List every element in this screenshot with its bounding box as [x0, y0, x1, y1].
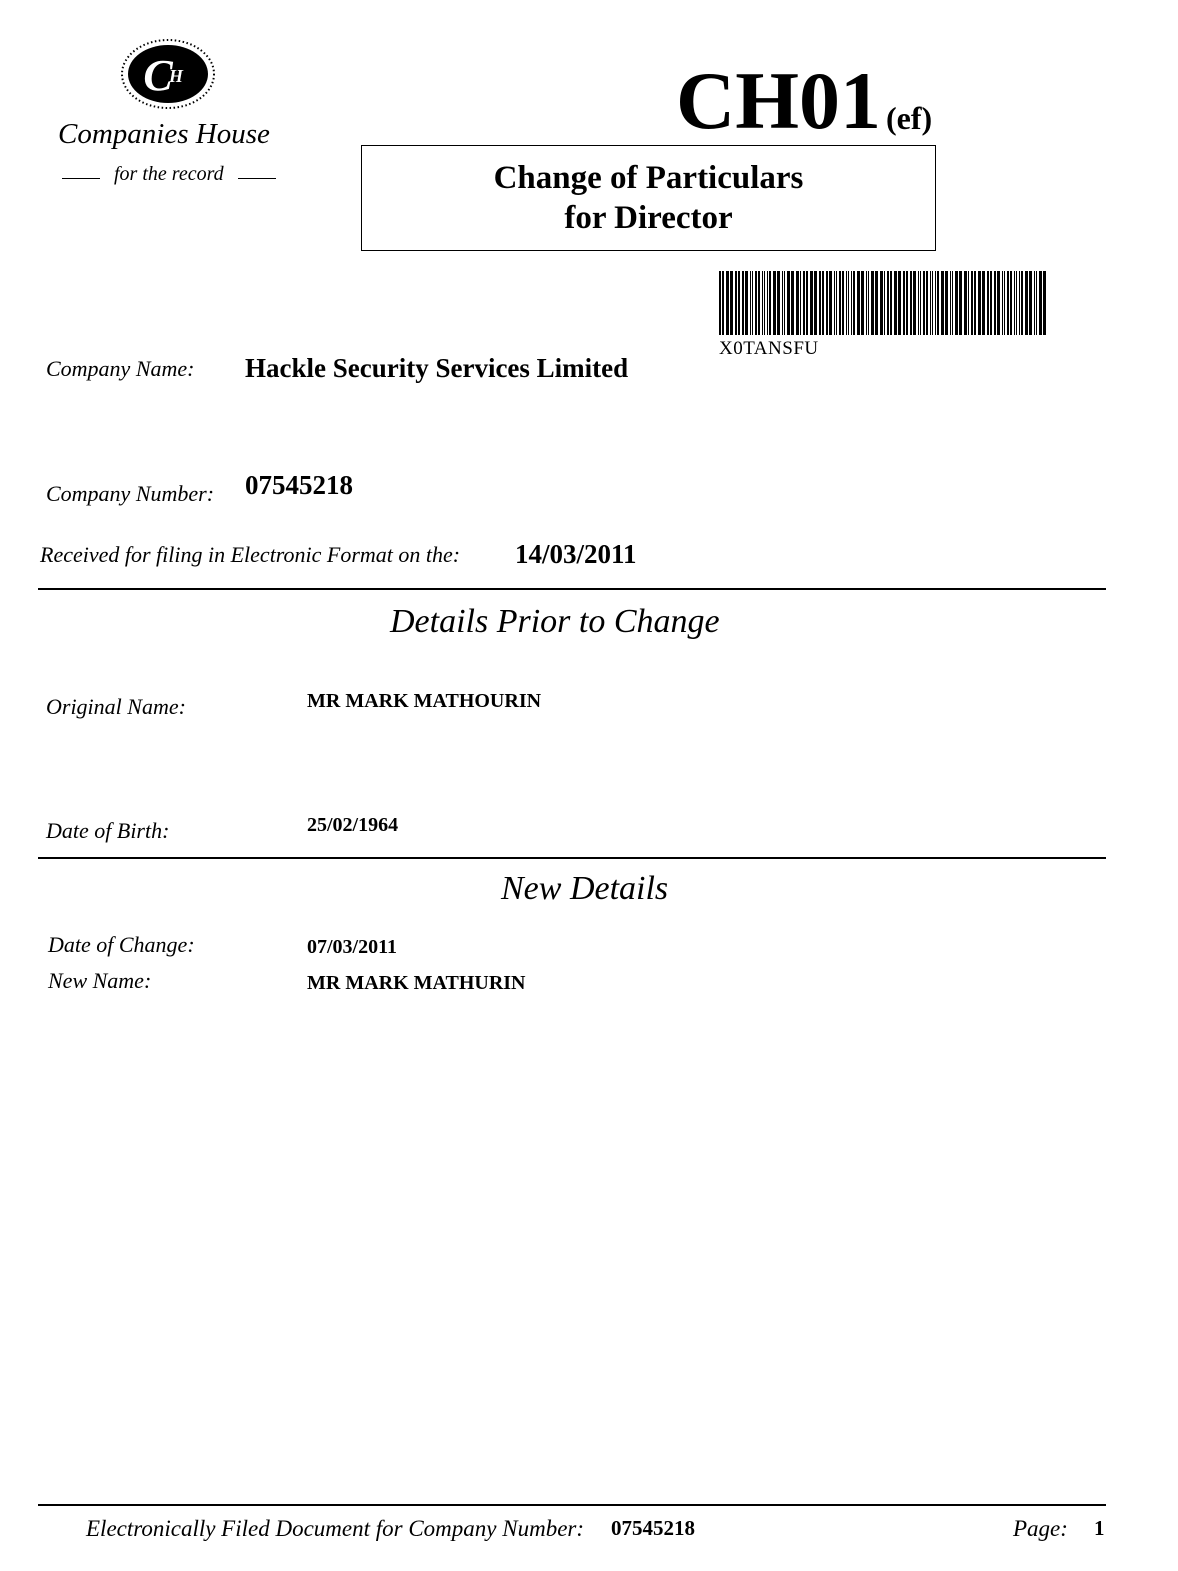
- barcode-bar: [894, 271, 897, 335]
- barcode-bar: [959, 271, 962, 335]
- barcode-bar: [745, 271, 748, 335]
- barcode-text: X0TANSFU: [719, 338, 819, 359]
- barcode-bar: [971, 271, 973, 335]
- barcode-bar: [1019, 271, 1020, 335]
- barcode-bar: [857, 271, 860, 335]
- barcode-bar: [730, 271, 733, 335]
- barcode-bar: [777, 271, 780, 335]
- barcode-bar: [755, 271, 757, 335]
- barcode-bar: [834, 271, 835, 335]
- date-of-change-label: Date of Change:: [48, 932, 195, 957]
- barcode-bar: [937, 271, 939, 335]
- barcode-bar: [950, 271, 951, 335]
- barcode-bar: [997, 271, 1000, 335]
- barcode-bar: [1029, 271, 1032, 335]
- barcode-bar: [923, 271, 925, 335]
- barcode-bar: [926, 271, 928, 335]
- barcode-bar: [871, 271, 874, 335]
- form-code-suffix: (ef): [886, 100, 933, 136]
- original-name-value: MR MARK MATHOURIN: [307, 690, 542, 712]
- barcode-bar: [764, 271, 765, 335]
- footer-company-number: 07545218: [611, 1516, 695, 1540]
- barcode-bar: [787, 271, 790, 335]
- barcode-bar: [990, 271, 992, 335]
- barcode-bar: [1021, 271, 1023, 335]
- footer-label: Electronically Filed Document for Company Number:: [86, 1516, 585, 1541]
- barcode-bar: [913, 271, 916, 335]
- barcode-bar: [982, 271, 985, 335]
- original-name-label: Original Name:: [46, 694, 186, 719]
- form-title-line1: Change of Particulars: [493, 160, 804, 196]
- barcode-bar: [773, 271, 776, 335]
- company-number-value: 07545218: [245, 470, 353, 500]
- barcode-bar: [851, 271, 852, 335]
- barcode-bar: [930, 271, 931, 335]
- barcode-bar: [941, 271, 944, 335]
- barcode-bar: [722, 271, 724, 335]
- svg-text:C: C: [143, 51, 173, 100]
- barcode-bar: [829, 271, 832, 335]
- barcode-bar: [848, 271, 849, 335]
- received-date-value: 14/03/2011: [515, 539, 637, 569]
- barcode-bar: [822, 271, 824, 335]
- footer-page-number: 1: [1094, 1516, 1105, 1540]
- company-number-label: Company Number:: [46, 481, 215, 506]
- date-of-birth-label: Date of Birth:: [46, 818, 170, 843]
- barcode-bar: [1010, 271, 1012, 335]
- section-divider: [38, 588, 1106, 590]
- barcode-bar: [810, 271, 813, 335]
- barcode-bar: [719, 271, 721, 335]
- tagline-rule-right: [238, 178, 276, 179]
- barcode-bar: [853, 271, 855, 335]
- company-name-label: Company Name:: [46, 356, 195, 381]
- barcode-bar: [819, 271, 821, 335]
- barcode-bar: [1007, 271, 1009, 335]
- barcode-bar: [803, 271, 805, 335]
- barcode-bar: [806, 271, 808, 335]
- date-of-birth-value: 25/02/1964: [307, 814, 399, 836]
- barcode-bar: [800, 271, 801, 335]
- barcode-bar: [910, 271, 912, 335]
- new-details-heading: New Details: [501, 870, 669, 907]
- barcode-bar: [742, 271, 744, 335]
- companies-house-wordmark: Companies House: [58, 118, 270, 150]
- barcode-bar: [836, 271, 837, 335]
- footer-page-label: Page:: [1013, 1516, 1068, 1541]
- barcode-bar: [974, 271, 976, 335]
- barcode-bar: [782, 271, 783, 335]
- barcode-bar: [920, 271, 921, 335]
- barcode-bar: [1036, 271, 1037, 335]
- barcode-bar: [1004, 271, 1005, 335]
- barcode-bar: [1039, 271, 1042, 335]
- barcode: [719, 271, 1047, 335]
- barcode-bar: [1014, 271, 1015, 335]
- svg-text:H: H: [168, 66, 184, 86]
- barcode-bar: [898, 271, 901, 335]
- barcode-bar: [846, 271, 847, 335]
- barcode-bar: [964, 271, 967, 335]
- barcode-bar: [839, 271, 841, 335]
- barcode-bar: [880, 271, 883, 335]
- tagline-rule-left: [62, 178, 100, 179]
- section-divider: [38, 857, 1106, 859]
- barcode-bar: [868, 271, 869, 335]
- barcode-bar: [932, 271, 933, 335]
- barcode-bar: [952, 271, 953, 335]
- barcode-bar: [769, 271, 771, 335]
- barcode-bar: [875, 271, 878, 335]
- footer-divider: [38, 1504, 1106, 1506]
- barcode-bar: [842, 271, 844, 335]
- new-name-label: New Name:: [48, 968, 152, 993]
- barcode-bar: [826, 271, 828, 335]
- barcode-bar: [767, 271, 768, 335]
- company-name-value: Hackle Security Services Limited: [245, 353, 629, 383]
- barcode-bar: [994, 271, 996, 335]
- barcode-bar: [738, 271, 740, 335]
- barcode-bar: [784, 271, 785, 335]
- barcode-bar: [945, 271, 948, 335]
- barcode-bar: [955, 271, 958, 335]
- barcode-bar: [1043, 271, 1046, 335]
- barcode-bar: [935, 271, 936, 335]
- new-name-value: MR MARK MATHURIN: [307, 972, 526, 994]
- companies-house-seal-logo: [120, 38, 216, 110]
- barcode-bar: [752, 271, 753, 335]
- barcode-bar: [861, 271, 864, 335]
- barcode-bar: [978, 271, 981, 335]
- barcode-bar: [796, 271, 799, 335]
- barcode-bar: [1002, 271, 1003, 335]
- barcode-bar: [814, 271, 817, 335]
- barcode-bar: [884, 271, 885, 335]
- barcode-bar: [1034, 271, 1035, 335]
- barcode-bar: [918, 271, 919, 335]
- barcode-bar: [890, 271, 892, 335]
- barcode-bar: [906, 271, 908, 335]
- barcode-bar: [762, 271, 763, 335]
- barcode-bar: [750, 271, 751, 335]
- form-title-box: [361, 145, 936, 251]
- barcode-bar: [968, 271, 969, 335]
- barcode-bar: [887, 271, 889, 335]
- date-of-change-value: 07/03/2011: [307, 936, 398, 958]
- barcode-bar: [735, 271, 737, 335]
- barcode-bar: [1016, 271, 1017, 335]
- barcode-bar: [987, 271, 989, 335]
- barcode-bar: [903, 271, 905, 335]
- barcode-bar: [791, 271, 794, 335]
- prior-details-heading: Details Prior to Change: [390, 603, 720, 640]
- form-code: CH01: [676, 55, 881, 146]
- form-title-line2: for Director: [564, 200, 733, 236]
- companies-house-tagline: for the record: [114, 163, 224, 185]
- received-date-label: Received for filing in Electronic Format on the:: [40, 542, 461, 567]
- barcode-bar: [726, 271, 729, 335]
- barcode-bar: [1025, 271, 1028, 335]
- barcode-bar: [758, 271, 760, 335]
- barcode-bar: [866, 271, 867, 335]
